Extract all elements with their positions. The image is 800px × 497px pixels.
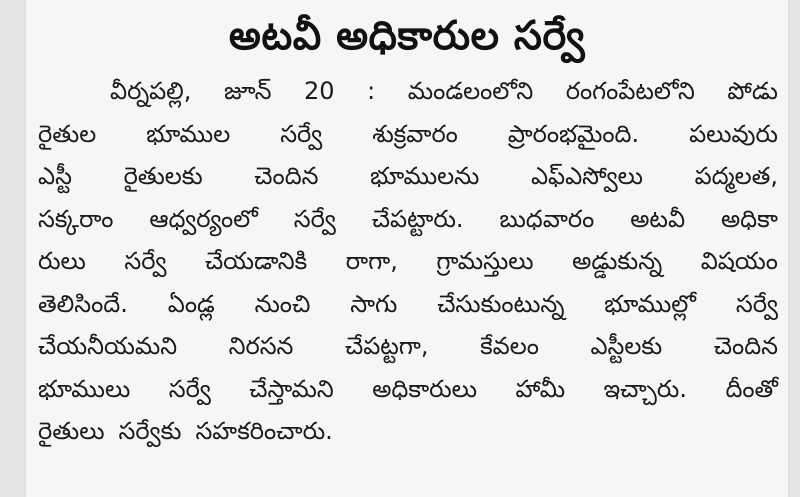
article-word: సాగు xyxy=(350,289,398,318)
article-word: అధికారులు xyxy=(372,374,477,403)
article-line xyxy=(38,240,778,283)
article-word: సర్వే xyxy=(168,374,211,403)
article-word: సక్కరాం xyxy=(38,204,114,233)
article-word: బుధవారం xyxy=(499,204,595,233)
article-word: రులు xyxy=(38,247,86,275)
article-line xyxy=(38,283,778,326)
article-word: భూముల్లో xyxy=(604,289,696,318)
article-word: గ్రామస్తులు xyxy=(436,247,534,275)
article-word: అడ్డుకున్న xyxy=(572,247,663,275)
newspaper-clipping xyxy=(26,0,788,497)
article-word: నుంచి xyxy=(254,289,311,318)
article-line xyxy=(38,198,778,241)
article-line xyxy=(38,410,778,453)
article-word: చేపట్టగా, xyxy=(344,332,429,360)
article-word: రైతులకు xyxy=(123,162,203,190)
article-word: అధికా xyxy=(720,204,778,233)
article-word: చేయడానికి xyxy=(204,247,308,275)
article-word: భూములు xyxy=(38,374,131,403)
article-word: ఎస్టీలకు xyxy=(590,332,663,360)
article-word: ఇచ్చారు. xyxy=(603,374,687,403)
article-line xyxy=(38,155,778,198)
article-word: హామీ xyxy=(515,374,566,403)
article-word: రైతుల xyxy=(38,119,97,148)
article-word: జూన్ xyxy=(223,77,272,105)
article-line xyxy=(38,113,778,156)
article-word: పలువురు xyxy=(689,119,778,148)
article-word: కేవలం xyxy=(480,332,539,360)
article-word: ఎస్టీ xyxy=(38,162,72,190)
article-word: చేపట్టారు. xyxy=(371,204,464,233)
article-word: చెందిన xyxy=(254,162,319,190)
article-word: చేయనీయమని xyxy=(38,332,178,360)
article-word: రైతులు xyxy=(38,417,105,445)
article-word: నిరసన xyxy=(228,332,294,360)
article-word: విషయం xyxy=(700,247,778,275)
article-word: : xyxy=(367,77,376,105)
article-word: సహకరించారు. xyxy=(195,417,333,445)
article-line xyxy=(38,368,778,411)
article-word: చేసుకుంటున్న xyxy=(437,289,565,318)
article-word: మండలంలోని xyxy=(407,77,534,105)
article-word: సర్వే xyxy=(735,289,778,318)
article-word: పద్మలత, xyxy=(694,162,778,190)
article-body xyxy=(38,70,778,453)
article-word: ఆధ్వర్యంలో xyxy=(149,204,258,233)
article-word: భూముల xyxy=(146,119,231,148)
article-word: చెందిన xyxy=(713,332,778,360)
article-line xyxy=(38,325,778,368)
article-line xyxy=(38,70,778,113)
article-word: సర్వే xyxy=(124,247,167,275)
article-word: శుక్రవారం xyxy=(372,119,458,148)
article-word: ఏండ్ల xyxy=(167,289,215,318)
article-word: వీర్నపల్లి, xyxy=(110,77,192,105)
article-word: తెలిసిందే. xyxy=(38,289,128,318)
article-word: 20 xyxy=(304,77,335,105)
article-word: ప్రారంభమైంది. xyxy=(507,119,640,148)
article-word: అటవీ xyxy=(630,204,686,233)
article-word: రంగంపేటలోని xyxy=(565,77,695,105)
article-word: ఎఫ్ఎస్వోలు xyxy=(530,162,643,190)
article-word: చేస్తామని xyxy=(249,374,334,403)
headline: అటవీ అధికారుల సర్వే xyxy=(228,13,586,59)
article-word: సర్వే xyxy=(280,119,323,148)
article-word: రాగా, xyxy=(345,247,398,275)
article-word: సర్వే xyxy=(293,204,336,233)
article-word: దీంతో xyxy=(725,374,778,403)
article-word: పోడు xyxy=(727,77,778,105)
article-word: సర్వేకు xyxy=(118,417,182,445)
article-word: భూములను xyxy=(370,162,480,190)
